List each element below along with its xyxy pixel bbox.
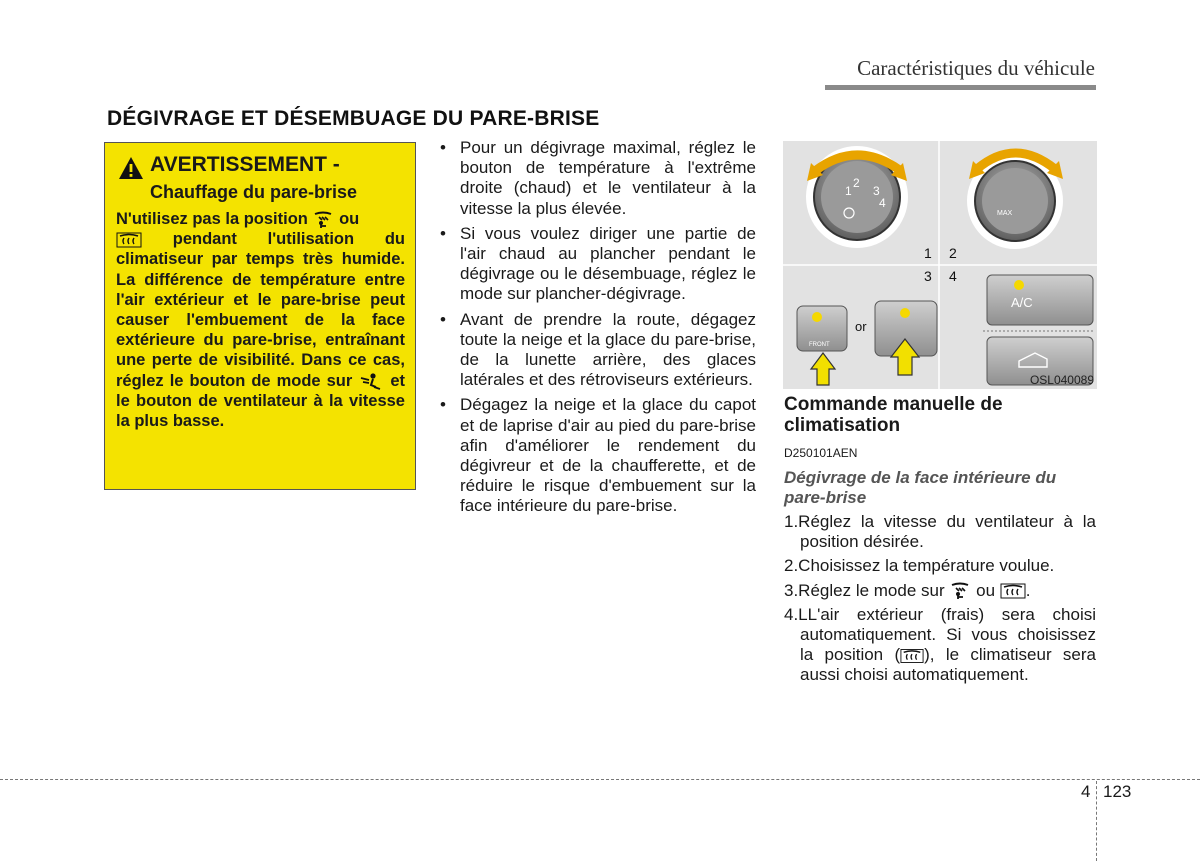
face-floor-mode-icon [358,372,384,390]
warning-text-2: ou [339,210,360,228]
defrost-icon [900,648,924,664]
warning-text-3: pendant l'utilisation du climatiseur par temps très humide. La différence de température entre l'air extérieur et le pare-brise peut causer l'embuement de la face extérieure du pare-brise, entraînant une perte de visibilité. Dans ce cas, réglez le bouton de mode sur [116,230,405,390]
footer-divider [0,779,1200,780]
section-title: Commande manuelle de climatisation [784,394,1003,436]
warning-subtitle: Chauffage du pare-brise [150,182,358,202]
section-subtitle: Dégivrage de la face intérieure du pare-brise [784,468,1057,507]
right-column [784,394,1096,690]
figure-code: OSL040089 [1029,373,1094,387]
warning-header [116,153,405,180]
page-title: DÉGIVRAGE ET DÉSEMBUAGE DU PARE-BRISE [107,107,600,130]
header-rule [825,85,1096,90]
step-list [784,512,1096,686]
step3-text: 3.Réglez le mode sur [784,580,945,600]
figure-label: 2 [949,245,957,261]
knob-tick: 3 [873,184,880,198]
knob-tick: 2 [853,176,860,190]
floor-defrost-icon [949,582,971,600]
step4-text-b: ), le climatiseur sera aussi choisi automatiquement. [800,645,1096,685]
section-code: D250101AEN [784,446,858,460]
warning-triangle-icon [118,156,144,180]
floor-defrost-button [875,301,937,375]
front-defrost-button [797,306,847,385]
climate-control-figure [783,141,1097,389]
warning-text-1: N'utilisez pas la position [116,210,308,228]
knob-tick: 1 [845,184,852,198]
list-item: 3.Réglez le mode sur ou . [784,580,1031,600]
chapter-number: 4 [1081,782,1091,801]
warning-title: AVERTISSEMENT - [150,153,340,176]
ac-button [987,275,1093,325]
climate-control-illustration [783,141,1097,389]
figure-label: 4 [949,268,957,284]
mode-knob [967,153,1063,249]
figure-label: 3 [924,268,932,284]
warning-box [104,142,416,490]
page-number: 123 [1103,782,1132,801]
defrost-icon [116,232,142,248]
step4-text-a: 4.LL'air extérieur (frais) sera choisi automatiquement. Si vous choisissez la position ( [784,604,1096,665]
chapter-header: Caractéristiques du véhicule [857,56,1095,80]
footer-vertical-divider [1096,781,1097,861]
warning-body [116,209,405,431]
list-item: 2.Choisissez la température voulue. [784,556,1055,576]
floor-defrost-icon [312,211,334,229]
front-label: FRONT [809,342,830,348]
temperature-knob [806,146,908,248]
list-item [784,605,1096,686]
list-item: • Avant de prendre la route, dégagez toute la neige et la glace du pare-brise, de la lunette arrière, des glaces latérales et des rétroviseurs extérieurs. [440,309,756,390]
warning-text-4: et le bouton de ventilateur à la vitesse la plus basse. [116,371,405,431]
knob-tick: 4 [879,196,886,210]
list-item: • Dégagez la neige et la glace du capot et de laprise d'air au pied du pare-brise afin d'améliorer le rendement du dégivreur et de la chaufferette, et de réduire le risque d'embuement sur la face intérieure du pare-brise. [440,395,756,516]
knob-max-label: MAX [997,210,1013,217]
figure-label: 1 [924,245,932,261]
defrost-icon [1000,583,1026,599]
or-label: or [855,319,867,334]
list-item: • Pour un dégivrage maximal, réglez le bouton de température à l'extrême droite (chaud) et le ventilateur à la vitesse la plus élevée. [440,138,756,218]
list-item: • Si vous voulez diriger une partie de l'air chaud au plancher pendant le dégivrage ou le désembuage, réglez le mode sur plancher-dégivrage. [440,223,756,304]
list-item: 1.Réglez la vitesse du ventilateur à la position désirée. [784,512,1096,552]
step3-or: ou [976,580,996,600]
bullet-list [440,138,756,522]
ac-label: A/C [1011,295,1033,310]
